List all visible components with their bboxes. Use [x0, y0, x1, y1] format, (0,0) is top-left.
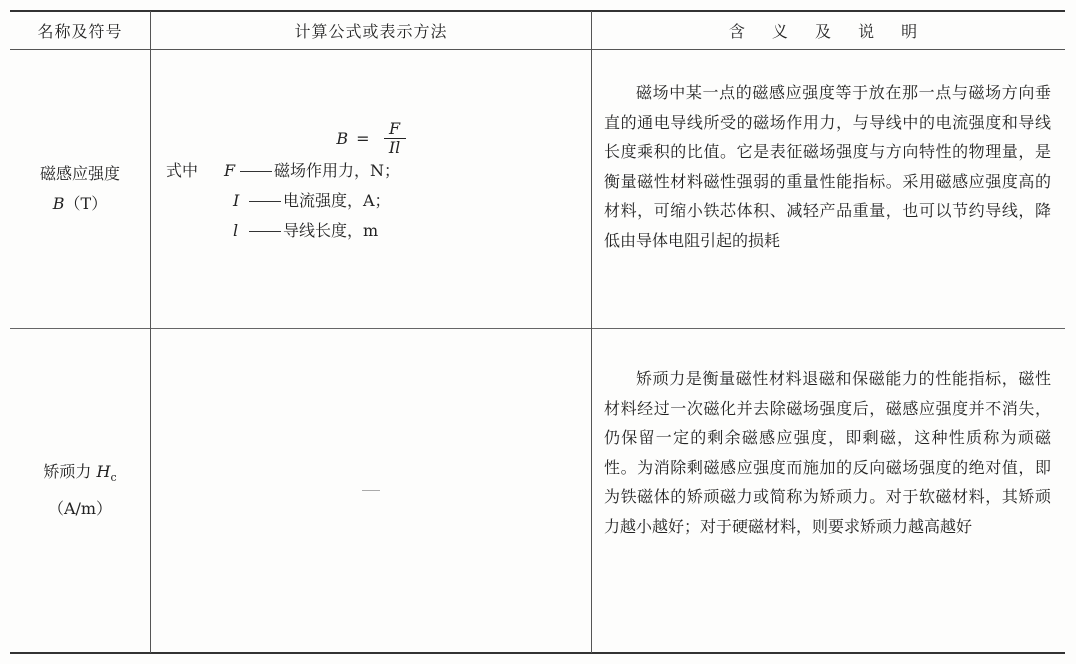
- row2-description-cell: [592, 329, 1065, 652]
- row1-unit: （T）: [64, 194, 108, 213]
- legend-text-2: 电流强度，A；: [283, 191, 391, 210]
- legend-line-2: [233, 186, 391, 216]
- legend-text-1: 磁场作用力，N；: [274, 161, 401, 180]
- row2-name-text: 矫顽力: [43, 462, 97, 482]
- row1-name-cell: [10, 50, 150, 328]
- legend-text-3: 导线长度，m: [283, 221, 379, 240]
- row2-formula-cell: [151, 329, 591, 652]
- row1-formula-cell: [151, 50, 591, 328]
- row2-description: 矫顽力是衡量磁性材料退磁和保磁能力的性能指标，磁性材料经过一次磁化并去除磁场强度后，磁感应强度并不消失，仍保留一定的剩余磁感应强度，即剩磁，这种性质称为顽磁性。为消除剩磁感应强度而施加的反向磁场强度的绝对值，即为铁磁体的矫顽磁力或简称为矫顽力。对于软磁材料，其矫顽力越小越好；对于硬磁材料，则要求矫顽力越高越好: [604, 369, 1051, 536]
- formula-numerator: F: [389, 119, 401, 138]
- row2-formula-dash: [362, 490, 380, 491]
- header-formula: 计算公式或表示方法: [294, 22, 448, 41]
- row1-symbol-unit: [53, 189, 107, 219]
- row1-symbol: B: [52, 194, 65, 213]
- header-name-symbol: 名称及符号: [37, 22, 123, 41]
- table-bottom-rule: [10, 652, 1065, 654]
- legend-lead: 式中: [166, 161, 199, 180]
- formula-denominator: Il: [388, 138, 401, 157]
- formula-equals: =: [356, 129, 370, 148]
- row2-symbol: H: [96, 462, 111, 482]
- header-meaning: 含 义 及 说 明: [728, 22, 929, 41]
- legend-symbol-1: F: [224, 161, 236, 180]
- legend-line-1: [166, 156, 400, 186]
- legend-dash-2: [249, 201, 281, 202]
- row1-description-cell: [592, 50, 1065, 328]
- legend-symbol-3: l: [233, 221, 239, 240]
- formula-lhs: B: [336, 129, 349, 148]
- row2-symbol-subscript: c: [110, 471, 117, 485]
- legend-dash-1: [240, 171, 272, 172]
- formula-fraction: [384, 120, 406, 157]
- row2-name-cell: [10, 329, 150, 652]
- legend-line-3: [233, 216, 378, 246]
- formula-equation: [151, 120, 591, 157]
- legend-symbol-2: I: [233, 191, 240, 210]
- row1-description: 磁场中某一点的磁感应强度等于放在那一点与磁场方向垂直的通电导线所受的磁场作用力，与导线中的电流强度和导线长度乘积的比值。它是表征磁场强度与方向特性的物理量，是衡量磁性材料磁性强弱的重量性能指标。采用磁感应强度高的材料，可缩小铁芯体积、减轻产品重量，也可以节约导线，降低由导体电阻引起的损耗: [604, 83, 1051, 250]
- row1-name: 磁感应强度: [39, 164, 120, 183]
- legend-dash-3: [249, 231, 281, 232]
- row2-unit: （A/m）: [47, 498, 113, 518]
- row2-name: [43, 457, 116, 493]
